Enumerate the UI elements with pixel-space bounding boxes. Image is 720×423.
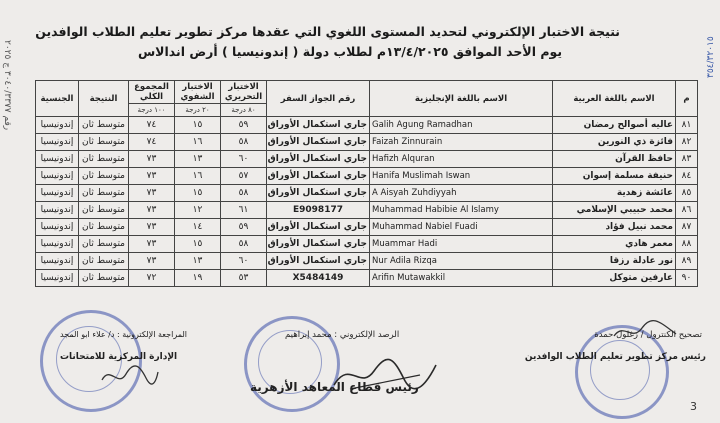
row-num: ٨٢: [676, 134, 698, 151]
row-passport: جاري استكمال الأوراق: [267, 134, 370, 151]
row-num: ٨٤: [676, 168, 698, 185]
signature-left: [100, 360, 160, 390]
row-total-score: ٧٢: [129, 270, 175, 287]
row-total-score: ٧٣: [129, 168, 175, 185]
row-name-en: Muhammad Habibie Al Islamy: [370, 202, 553, 219]
col-header-num: م: [676, 81, 698, 117]
row-name-ar: نور عادلة رزقا: [553, 253, 676, 270]
row-passport: جاري استكمال الأوراق: [267, 151, 370, 168]
row-oral-score: ١٦: [175, 134, 221, 151]
page-number: 3: [690, 400, 697, 413]
row-num: ٨٥: [676, 185, 698, 202]
col-header-passport: رقم الجواز السفر: [267, 81, 370, 117]
table-row: [36, 236, 698, 253]
row-name-ar: حنيفة مسلمة إسوان: [553, 168, 676, 185]
right-seal-inner-ring: [590, 340, 650, 400]
row-passport: جاري استكمال الأوراق: [267, 117, 370, 134]
row-name-ar: محمد حبيبي الإسلامي: [553, 202, 676, 219]
row-total-score: ٧٤: [129, 134, 175, 151]
row-name-ar: معمر هادي: [553, 236, 676, 253]
row-oral-score: ١٥: [175, 117, 221, 134]
col-header-result: النتيجة: [79, 81, 129, 117]
row-nationality: إندونيسيا: [36, 236, 79, 253]
row-name-ar: عائشة زهدية: [553, 185, 676, 202]
row-result: متوسط ثان: [79, 270, 129, 287]
table-row: [36, 151, 698, 168]
row-name-ar: محمد نبيل فؤاد: [553, 219, 676, 236]
row-written-score: ٥٨: [221, 185, 267, 202]
row-num: ٨٩: [676, 253, 698, 270]
subheader-oral: ٢٠ درجة: [175, 104, 221, 117]
col-header-name-ar: الاسم باللغة العربية: [553, 81, 676, 117]
row-total-score: ٧٣: [129, 236, 175, 253]
table-row: [36, 134, 698, 151]
row-total-score: ٧٣: [129, 253, 175, 270]
row-nationality: إندونيسيا: [36, 202, 79, 219]
table-header-row: [36, 81, 698, 104]
side-code-right: ٣٥٤/٣٢٠١٥: [706, 36, 716, 78]
row-oral-score: ١٣: [175, 151, 221, 168]
row-total-score: ٧٤: [129, 117, 175, 134]
table-row: [36, 168, 698, 185]
title-line-2: يوم الأحد الموافق ١٣/٤/٢٠٢٥م لطلاب دولة ( إندونيسيا ) أرض اندالاس: [137, 44, 563, 59]
subheader-total: ١٠٠ درجة: [129, 104, 175, 117]
row-passport: جاري استكمال الأوراق: [267, 185, 370, 202]
row-result: متوسط ثان: [79, 117, 129, 134]
row-nationality: إندونيسيا: [36, 151, 79, 168]
row-oral-score: ١٥: [175, 236, 221, 253]
subheader-written: ٨٠ درجة: [221, 104, 267, 117]
row-total-score: ٧٣: [129, 219, 175, 236]
row-oral-score: ١٤: [175, 219, 221, 236]
row-total-score: ٧٣: [129, 202, 175, 219]
row-written-score: ٥٩: [221, 117, 267, 134]
row-oral-score: ١٦: [175, 168, 221, 185]
row-name-en: A Aisyah Zuhdiyyah: [370, 185, 553, 202]
footer-control-correction: تصحيح الكنترول / زغلول حمدة: [594, 330, 702, 340]
row-total-score: ٧٣: [129, 151, 175, 168]
row-result: متوسط ثان: [79, 185, 129, 202]
col-header-nationality: الجنسية: [36, 81, 79, 117]
row-name-en: Muhammad Nabiel Fuadi: [370, 219, 553, 236]
row-nationality: إندونيسيا: [36, 134, 79, 151]
table-row: [36, 202, 698, 219]
row-name-ar: عاليه أصوالح رمضان: [553, 117, 676, 134]
row-passport: E9098177: [267, 202, 370, 219]
row-name-en: Hafizh Alquran: [370, 151, 553, 168]
row-nationality: إندونيسيا: [36, 219, 79, 236]
row-name-en: Galih Agung Ramadhan: [370, 117, 553, 134]
row-num: ٨٨: [676, 236, 698, 253]
row-nationality: إندونيسيا: [36, 270, 79, 287]
row-num: ٨٧: [676, 219, 698, 236]
row-written-score: ٥٧: [221, 168, 267, 185]
table-row: [36, 117, 698, 134]
col-header-total: المجموع الكلي: [129, 81, 175, 104]
row-result: متوسط ثان: [79, 253, 129, 270]
table-row: [36, 219, 698, 236]
row-written-score: ٦٠: [221, 151, 267, 168]
col-header-oral: الاختبار الشفوي: [175, 81, 221, 104]
table-row: [36, 270, 698, 287]
row-result: متوسط ثان: [79, 134, 129, 151]
row-result: متوسط ثان: [79, 202, 129, 219]
row-total-score: ٧٣: [129, 185, 175, 202]
footer-central-exams: الإدارة المركزية للامتحانات: [60, 352, 178, 362]
row-result: متوسط ثان: [79, 168, 129, 185]
row-oral-score: ١٣: [175, 253, 221, 270]
row-name-ar: فائزة ذي النورين: [553, 134, 676, 151]
row-written-score: ٥٨: [221, 134, 267, 151]
row-oral-score: ١٥: [175, 185, 221, 202]
row-passport: جاري استكمال الأوراق: [267, 236, 370, 253]
row-oral-score: ١٢: [175, 202, 221, 219]
row-written-score: ٦٠: [221, 253, 267, 270]
row-passport: X5484149: [267, 270, 370, 287]
row-result: متوسط ثان: [79, 151, 129, 168]
row-passport: جاري استكمال الأوراق: [267, 219, 370, 236]
row-name-en: Arifin Mutawakkil: [370, 270, 553, 287]
row-nationality: إندونيسيا: [36, 117, 79, 134]
row-name-en: Hanifa Muslimah Iswan: [370, 168, 553, 185]
row-oral-score: ١٩: [175, 270, 221, 287]
results-table: [35, 80, 698, 287]
row-written-score: ٥٨: [221, 236, 267, 253]
row-written-score: ٦١: [221, 202, 267, 219]
row-num: ٨٣: [676, 151, 698, 168]
row-result: متوسط ثان: [79, 236, 129, 253]
footer-sector-head: رئيس قطاع المعاهد الأزهرية: [250, 380, 419, 394]
footer-electronic-monitor: الرصد الإلكتروني : محمد إبراهيم: [285, 330, 400, 340]
row-num: ٨٦: [676, 202, 698, 219]
row-nationality: إندونيسيا: [36, 253, 79, 270]
row-passport: جاري استكمال الأوراق: [267, 168, 370, 185]
row-name-ar: عارفين متوكل: [553, 270, 676, 287]
row-name-en: Nur Adila Rizqa: [370, 253, 553, 270]
row-num: ٨١: [676, 117, 698, 134]
col-header-name-en: الاسم باللغة الإنجليزية: [370, 81, 553, 117]
row-name-en: Muammar Hadi: [370, 236, 553, 253]
col-header-written: الاختبار التحريري: [221, 81, 267, 104]
footer-electronic-review: المراجعة الإلكترونية : د/ علاء ابو المجد: [60, 330, 188, 339]
side-code-left: رقم ٣٠٤٠/٣٣٧٧ ج ٢٠٢٥: [2, 40, 12, 131]
title-line-1: نتيجة الاختبار الإلكتروني لتحديد المستوى اللغوي التي عقدها مركز تطوير تعليم الطلاب الوافدين: [35, 24, 620, 39]
row-num: ٩٠: [676, 270, 698, 287]
row-written-score: ٥٣: [221, 270, 267, 287]
row-result: متوسط ثان: [79, 219, 129, 236]
row-written-score: ٥٩: [221, 219, 267, 236]
row-nationality: إندونيسيا: [36, 185, 79, 202]
table-row: [36, 253, 698, 270]
footer-center-head: رئيس مركز تطوير تعليم الطلاب الوافدين: [524, 352, 706, 362]
row-passport: جاري استكمال الأوراق: [267, 253, 370, 270]
row-name-en: Faizah Zinnurain: [370, 134, 553, 151]
table-row: [36, 185, 698, 202]
row-nationality: إندونيسيا: [36, 168, 79, 185]
row-name-ar: حافظ القرآن: [553, 151, 676, 168]
